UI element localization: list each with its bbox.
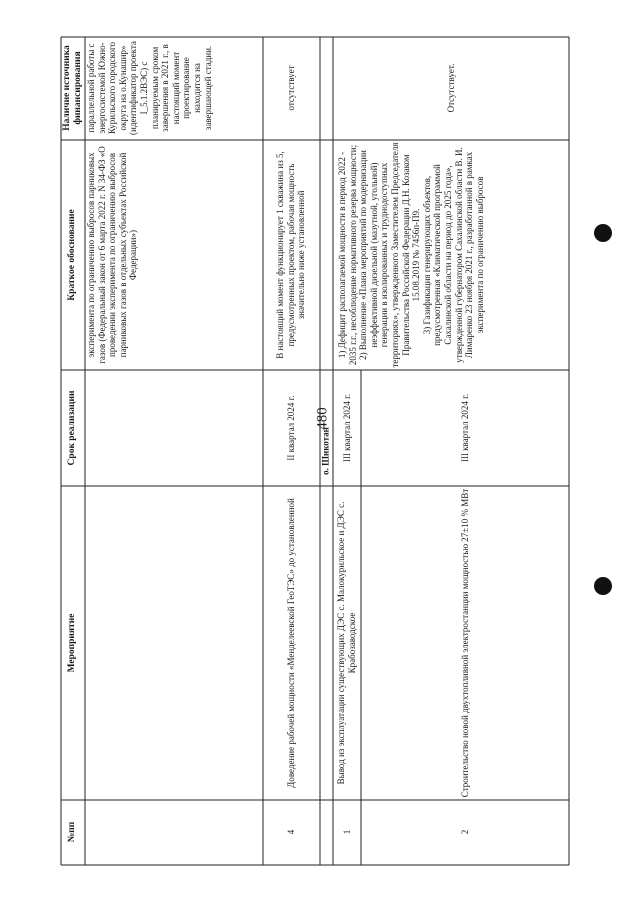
continued-funding: параллельной работы с энергосистемой Южно-Курильского городского округа на о.Кунашир» (идентификатор проекта I_5.1.2ВЭС) с планируемым сроком завершения в 2021 г., в настоящий момент проектирование находится на завершающей стадии. [86,41,213,135]
row4-num: 4 [285,829,296,835]
row2-term: III квартал 2024 г. [459,393,470,463]
merged-funding: Отсутствует. [445,63,456,113]
row1-num: 1 [341,829,352,835]
row4-event: Доведение рабочей мощности «Менделеевской ГеоТЭС» до установленной [285,498,296,788]
row4-funding: отсутствует [285,65,296,111]
page-number: 480 [314,407,331,430]
row2-event: Строительство новой двухтопливной электростанции мощностью 27±10 % МВт [459,488,470,798]
row4-justification: В настоящий момент функционирует 1 скважина из 5, предусмотренных проектом, рабочая мощность значительно ниже установленной [275,151,307,359]
continued-justification: эксперимента по ограничению выбросов парниковых газов (Федеральный закон от 6 марта 2022 г. N 34-ФЗ «О проведении эксперимента по ограничению выбросов парниковых газов в отдельных субъектах Российской Федерации») [86,146,139,364]
section-title: о. Шикотан [320,427,331,475]
row1-term: III квартал 2024 г. [341,393,352,463]
header-term: Срок реализации [67,390,78,466]
row2-num: 2 [459,829,470,835]
header-funding: Наличие источника финансирования [61,45,83,131]
row1-event: Вывод из эксплуатации существующих ДЭС с. Малокурильское и ДЭС с. Крабозаводское [336,501,357,785]
row4-term: II квартал 2024 г. [285,395,296,461]
header-justification: Краткое обоснование [67,209,78,301]
merged-justification: 1) Дефицит располагаемой мощности в период 2022 - 2035 г.г., несоблюдение нормативного резерва мощности; 2) Выполнение «Плана мероприятий по модернизации неэффективной дизельной (мазутной, угольной) генерации в изолированных и труднодоступных территориях», утвержденного Заместителем Председателя Правительства Российской Федерации Д.Н. Козаком 15.08.2019 № 7456п-П9. 3) Газификация генерирующих объектов, предусмотренная «Климатической программой Сахалинской области на период до 2025 года», утвержденной губернатором Сахалинской области В. И. Лимаренко 23 ноября 2021 г., разработанной в рамках эксперимента по ограничению выбросов [337,142,485,368]
header-num: №пп [67,821,78,843]
header-event: Мероприятие [67,613,78,673]
